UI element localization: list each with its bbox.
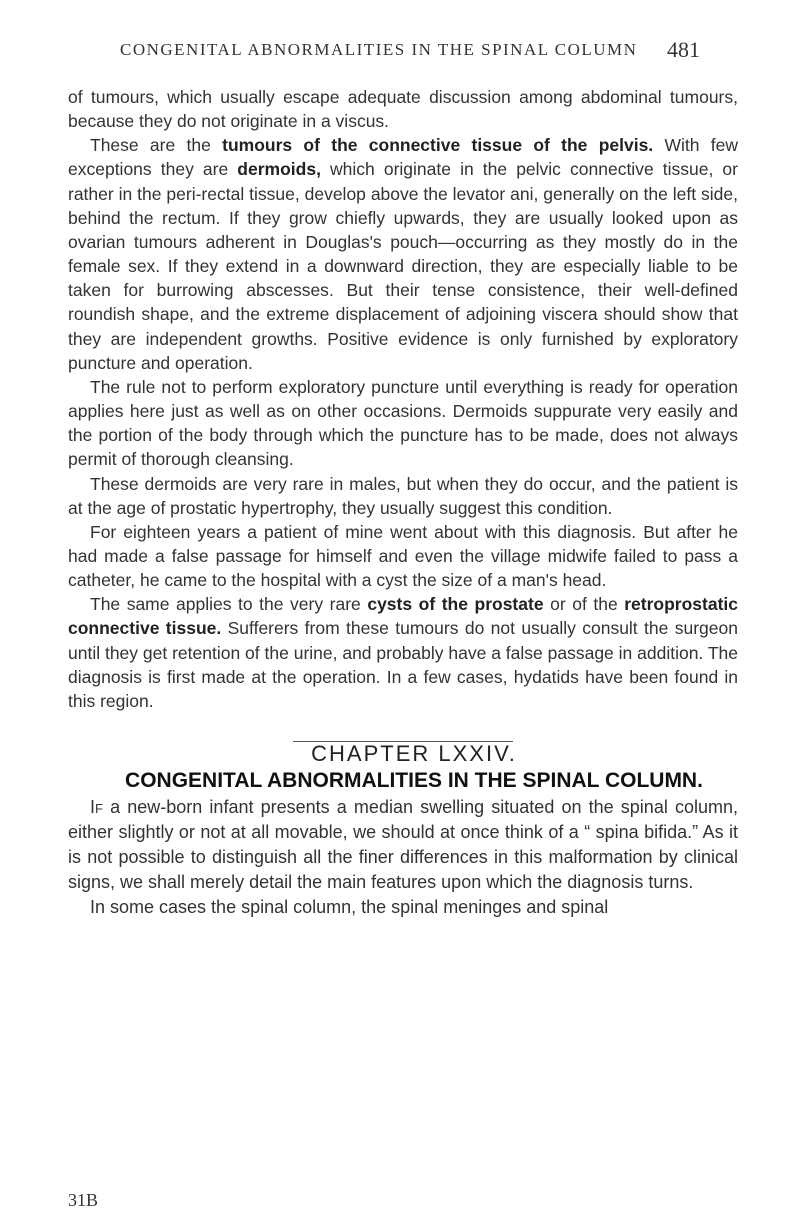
paragraph: In some cases the spinal column, the spinal meninges and spinal <box>90 897 609 918</box>
text-run: These are the <box>90 135 223 156</box>
paragraph: The rule not to perform exploratory puncture until everything is ready for operation applies here just as well as on other occasions. Dermoids suppurate very easily and the portion of the body through which the puncture has to be made, does not always permit of thorough cleansing. <box>68 376 738 470</box>
text-run: which originate in the pelvic connective tissue, or rather in the peri-rectal tissue, develop above the levator ani, generally on the left side, behind the rectum. If they grow chiefly upwards, they are usually looked upon as ovarian tumours adherent in Douglas's pouch—occurring as they mostly do in the female sex. If they extend in a downward direction, they are especially liable to be taken for burrowing abscesses. But their tense consistence, their well-defined roundish shape, and the extreme displacement of adjoining viscera should show that they are independent growths. Positive evidence is only furnished by exploratory puncture and operation. <box>68 159 738 373</box>
paragraph: For eighteen years a patient of mine went about with this diagnosis. But after he had made a false passage for himself and even the village midwife failed to pass a catheter, he came to the hospital with a cyst the size of a man's head. <box>68 521 738 591</box>
page-number: 481 <box>667 37 700 62</box>
chapter-body <box>68 795 738 920</box>
chapter-title: CONGENITAL ABNORMALITIES IN THE SPINAL COLUMN. <box>125 769 703 793</box>
bold-term: tumours of the connective tissue of the pelvis. <box>222 135 654 156</box>
running-title: CONGENITAL ABNORMALITIES IN THE SPINAL COLUMN <box>120 40 638 59</box>
signature-mark: 31B <box>68 1190 99 1210</box>
running-header <box>120 37 700 62</box>
chapter-label: CHAPTER LXXIV. <box>311 741 517 767</box>
text-run: Sufferers from these tumours do not usually consult the surgeon until they get retention of the urine, and probably have a false passage in addition. The diagnosis is first made at the operation. In a few cases, hydatids have been found in this region. <box>68 618 738 711</box>
text-run: a new-born infant presents a median swelling situated on the spinal column, either slightly or not at all movable, we should at once think of a “ spina bifida.” As it is not possible to distinguish all the finer differences in this malformation by clinical signs, we shall merely detail the main features upon which the diagnosis turns. <box>68 797 738 893</box>
bold-term: dermoids, <box>237 159 321 180</box>
paragraph: These dermoids are very rare in males, but when they do occur, and the patient is at the age of prostatic hypertrophy, they usually suggest this condition. <box>68 473 738 518</box>
paragraph: of tumours, which usually escape adequate discussion among abdominal tumours, because they do not originate in a viscus. <box>68 87 738 132</box>
paragraph <box>68 795 738 895</box>
text-run: With few exceptions they are <box>68 135 738 180</box>
bold-term: cysts of the prostate <box>367 594 544 615</box>
paragraph <box>68 133 738 375</box>
text-run: The same applies to the very rare <box>90 594 368 615</box>
body-text <box>68 85 738 920</box>
lead-word: If <box>90 797 103 818</box>
paragraph <box>68 592 738 713</box>
text-run: or of the <box>543 594 625 615</box>
bold-term: retroprostatic connective tissue. <box>68 594 739 639</box>
